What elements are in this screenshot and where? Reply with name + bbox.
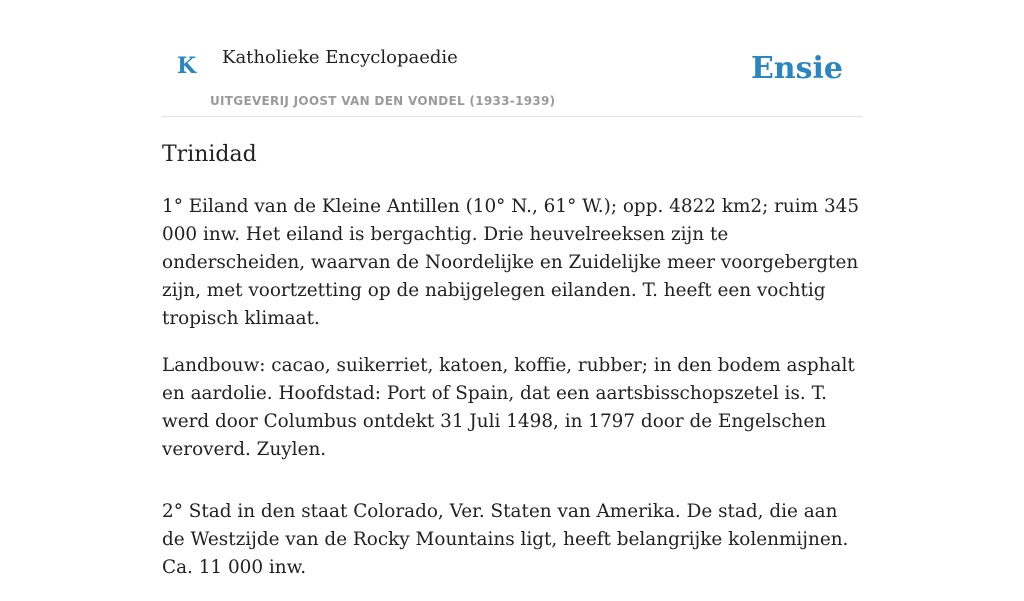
source-title-link[interactable]: Katholieke Encyclopaedie (222, 47, 458, 68)
source-logo-icon: K (177, 53, 197, 79)
publisher-label: UITGEVERIJ JOOST VAN DEN VONDEL (1933-1939) (210, 94, 556, 108)
entry-paragraph: 2° Stad in den staat Colorado, Ver. Staten van Amerika. De stad, die aan de Westzijde van de Rocky Mountains ligt, heeft belangrijke kolenmijnen. Ca. 11 000 inw. (162, 501, 849, 578)
entry-content (162, 139, 862, 601)
ensie-logo-link[interactable]: Ensie (750, 51, 843, 86)
entry-paragraph: Landbouw: cacao, suikerriet, katoen, koffie, rubber; in den bodem asphalt en aardolie. Hoofdstad: Port of Spain, dat een aartsbisschopszetel is. T. werd door Columbus ontdekt 31 Juli 1498, in 1797 door de Engelschen veroverd. Zuylen. (162, 355, 855, 460)
source-header (162, 38, 862, 117)
entry-title: Trinidad (162, 142, 257, 167)
entry-paragraph: 1° Eiland van de Kleine Antillen (10° N., 61° W.); opp. 4822 km2; ruim 345 000 inw. Het eiland is bergachtig. Drie heuvelreeksen zijn te onderscheiden, waarvan de Noordelijke en Zuidelijke meer voorgebergten zijn, met voortzetting op de nabijgelegen eilanden. T. heeft een vochtig tropisch klimaat. (162, 196, 860, 329)
